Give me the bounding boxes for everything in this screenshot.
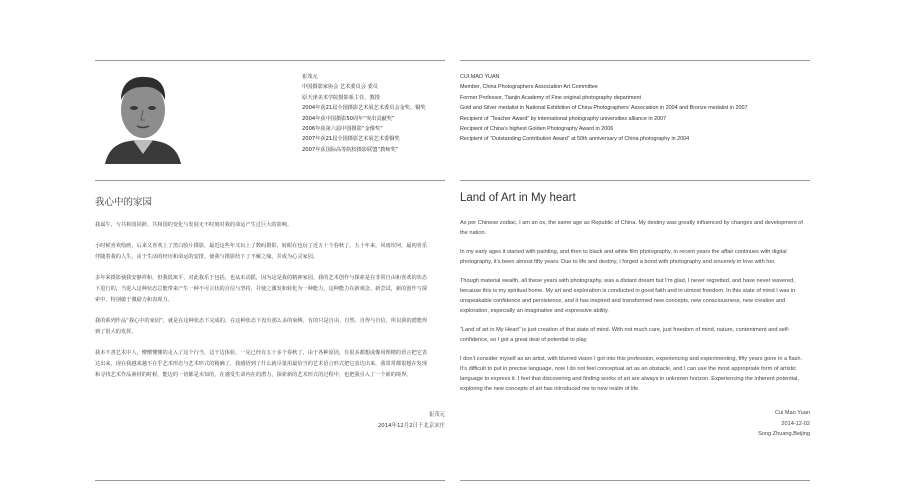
essay-paragraph: 我的系列作品“我心中的家园”，就是在这种状态下完成的，在这种状态下没有那么多的束缚，有的只是自由、自然、自得与自信，所以我的潜能得到了很大的发挥。 <box>95 318 428 335</box>
bio-line: 中国摄影家协会 艺术委员会 委员 <box>302 84 378 91</box>
essay-paragraph: As per Chinese zodiac, I am an ox, the same age as Republic of China. My destiny was greatly influenced by changes and development of the nation. <box>460 220 803 236</box>
essay-paragraph: “Land of art in My Heart” is just creation of that state of mind. With not much care, just freedom of mind, nature, contentment and self-confidence, so I got a great deal of potential to play. <box>460 327 790 343</box>
author-portrait <box>103 70 183 164</box>
signature-name: 崔茂元 <box>428 412 445 418</box>
section-divider <box>95 180 445 181</box>
bio-line: Former Professor, Tianjin Academy of Fine original photography department <box>460 94 641 101</box>
essay-title: 我心中的家园 <box>95 197 153 208</box>
bio-line: Member, China Photographers Association Art Committee <box>460 84 598 91</box>
bio-line: Recipient of “Outstanding Contribution Award” at 50th anniversary of China photography in 2004 <box>460 136 690 143</box>
bio-line: CUI MAO YUAN <box>460 74 500 80</box>
signature-place: Song Zhuang,Beijing <box>758 431 810 437</box>
bio-line: 2004年获中国摄影50周年“突出贡献奖” <box>302 115 395 122</box>
essay-paragraph: I don’t consider myself as an artist, with blurred vision I got into this profession, experiencing and experimenting, fifty years gone in a flash. It’s difficult to put in precise language, now I do not feel conceptual art as an obstacle, and I can use the most appropriate form of artistic language to express it. I feel that discovering and finding works of art are always in unknown horizon. Experiencing the inherent potential, exploring the new concepts of art has introduced me to new realm of life. <box>460 356 803 392</box>
essay-body <box>95 220 431 391</box>
bottom-divider <box>95 480 445 481</box>
bio-line: Recipient of China’s highest Golden Photography Award in 2006 <box>460 126 614 133</box>
essay-title: Land of Art in My heart <box>460 192 576 204</box>
essay-paragraph: 多年来摄影使我安静祥和，但我很寓平，对此我乐于包括，也从未动摇，因为这是我的精神家园。我的艺术创作与探索是在非常自由和喜欢的状态下进行的，当进入这种状态总能带来产生一种不可言状的自信与坚持，并使之激发和转化为一种能力，这种能力在新观念、新尝试，新的创作与探索中，特别敏于激励力和表现力。 <box>95 275 428 303</box>
top-divider <box>95 60 445 61</box>
essay-paragraph: In my early ages it started with painting, and then to black and white film photography, in recent years the affair continues with digital photography, it’s been almost fifty years. Due to life and destiny, I forged a bond with photography and sincerely in love with her. <box>460 249 787 265</box>
signature-date: 2014年12月2日于北京宋庄 <box>377 423 445 429</box>
essay-signature <box>378 410 445 432</box>
bio-line: Gold and Silver medalist in National Exhibition of China Photographers’ Association in 2004 and Bronze medalist in 2007 <box>460 105 748 112</box>
section-divider <box>460 180 810 181</box>
bio-line: 2007年获国际高等院校摄影联盟“教师奖” <box>302 146 399 153</box>
author-bio-chinese <box>302 72 462 155</box>
bio-line: 2004年获21届全国摄影艺术展艺术委员会金奖、铜奖 <box>302 105 426 112</box>
essay-paragraph: Though material wealth, all these years with photography, was a distant dream but I’m glad, I never regretted, and have never wavered, because this is my spiritual home. My art and exploration is conducted in good faith and in utmost freedom. In this state of mind I was in unspeakable confidence and persistence, and it has inspired and transformed new concepts, new consciousness, new creation and exploration, especially an imaginative and expressive ability. <box>460 278 796 314</box>
essay-paragraph: 我属牛，与共和国同龄。共和国的变化与发展无不时刻对我的命运产生过巨大的影响。 <box>95 222 293 228</box>
bio-line: 2006年获第六届中国摄影“金像奖” <box>302 126 383 133</box>
top-divider <box>460 60 810 61</box>
bio-line: 崔茂元 <box>302 74 318 80</box>
essay-paragraph: 小时候喜欢绘画，后来又喜欢上了黑白胶片摄影，最近这些年又玩上了数码摄影，转眼在也玩了近五十个春秋了。五十年来，风雨坎坷，最初喜乐伴随着我的人生，由于生活的经历和命运的安排，使我与摄影结下了不解之缘，并成为心灵家园。 <box>95 243 428 260</box>
bio-line: 2007年获21届全国摄影艺术展艺术委铜奖 <box>302 136 400 143</box>
signature-date: 2014-12-02 <box>781 420 810 427</box>
essay-body <box>460 218 810 403</box>
essay-paragraph: 我本不善艺术中人，懵懵懂懂的走入了这个行当。边干边体验，一晃已经有五十多个春秋了，由于各种原因，有很多都想或像用理精的语言把它表达出来，现在我越来越不在乎艺术形态与艺术形式的精确了，我感悟到了什么就尽量用最恰当的艺术语言形式把它表达出来，我常常都很想在发现和寻找艺术作品素材的时候，能边的一切都是未知的，在感受生命内在的潜力，探索新的艺术形式的过程中，也把我引入了一个新的境界。 <box>95 350 428 378</box>
bio-line: Recipient of “Teacher Award” by international photography universities alliance in 2007 <box>460 115 667 122</box>
bottom-divider <box>460 480 810 481</box>
signature-name: Cui Mao Yuan <box>774 410 810 416</box>
right-page <box>460 0 810 500</box>
author-bio-english <box>460 72 810 145</box>
left-page <box>95 0 445 500</box>
essay-signature <box>758 408 810 440</box>
bio-line: 原天津美术学院摄影系主任，教授 <box>302 94 380 101</box>
